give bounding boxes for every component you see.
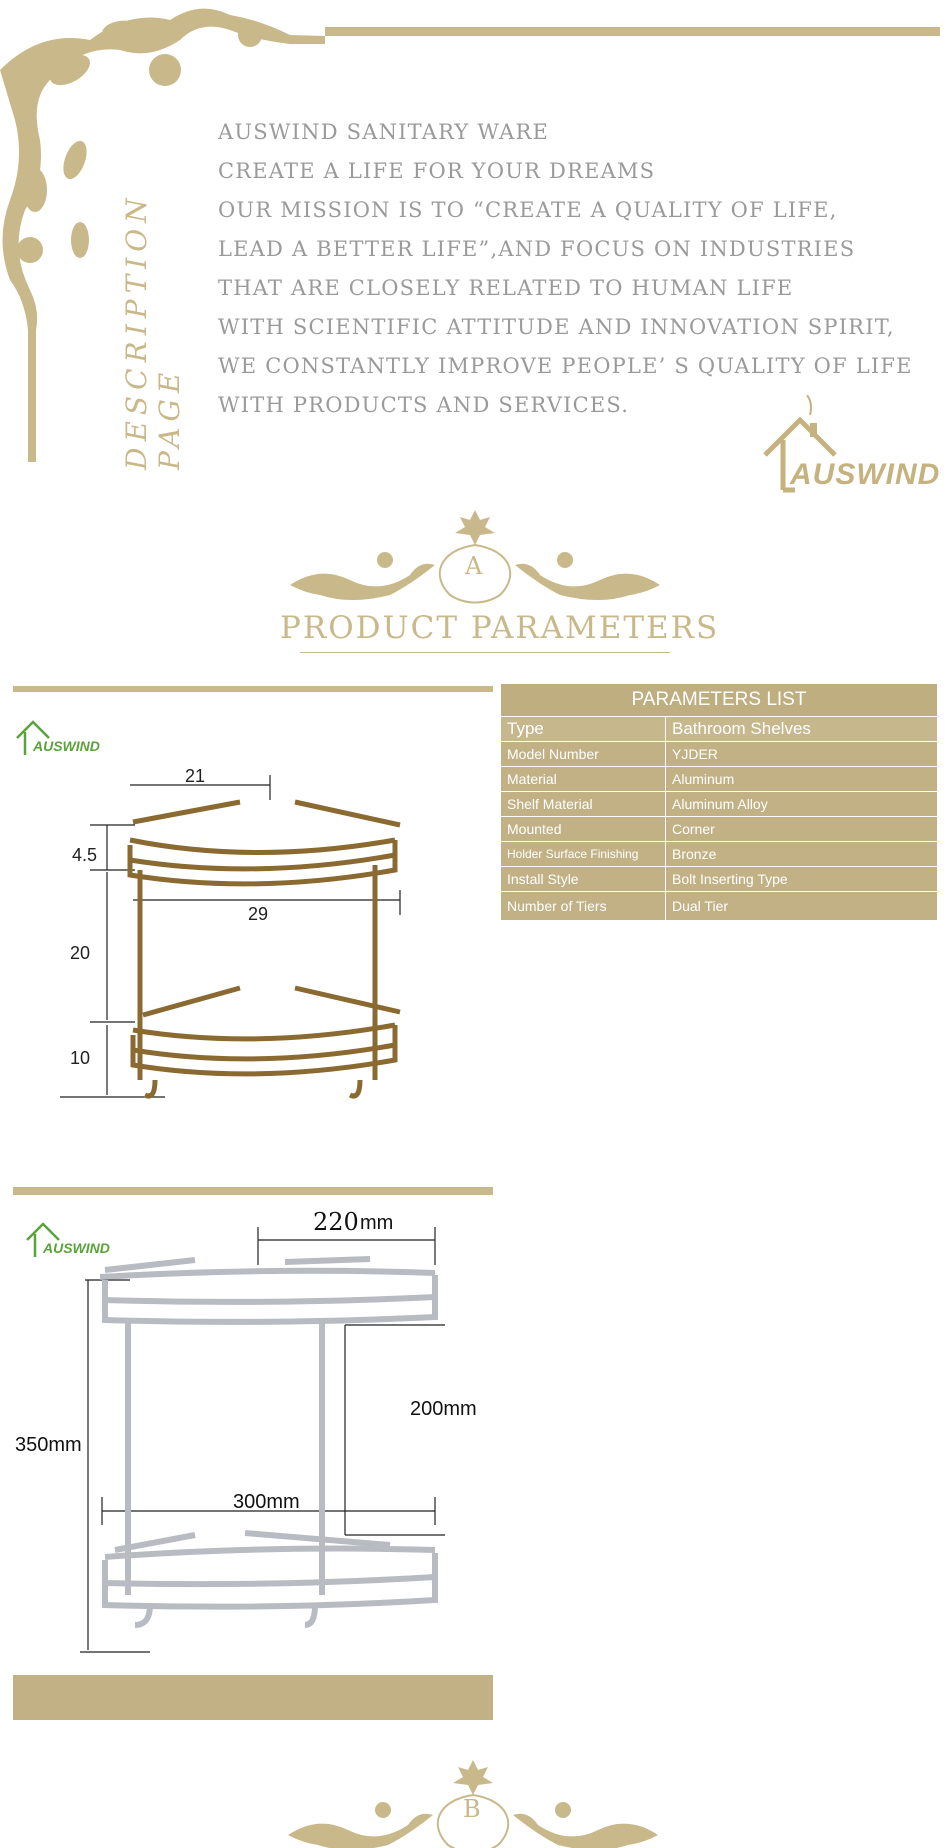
- param-value: Bathroom Shelves: [666, 717, 938, 742]
- dim-mid-width: 29: [248, 904, 269, 924]
- param-key: Material: [501, 767, 666, 792]
- intro-line: WITH PRODUCTS AND SERVICES.: [218, 393, 630, 417]
- param-value: YJDER: [666, 742, 938, 767]
- table-row: [501, 892, 938, 921]
- table-row: [501, 867, 938, 892]
- section-b-letter: B: [463, 1795, 481, 1823]
- param-key: Number of Tiers: [501, 892, 666, 921]
- intro-line: CREATE A LIFE FOR YOUR DREAMS: [218, 159, 656, 183]
- silver-panel-rule: [13, 1187, 493, 1195]
- table-row: [501, 792, 938, 817]
- bronze-shelf-drawing: [55, 750, 415, 1110]
- table-row: [501, 842, 938, 867]
- table-row: [501, 767, 938, 792]
- intro-line: OUR MISSION IS TO “CREATE A QUALITY OF LIFE,: [218, 198, 838, 222]
- dim-top-width-number: 220: [313, 1208, 359, 1236]
- bronze-panel-rule: [13, 686, 493, 692]
- param-key: Shelf Material: [501, 792, 666, 817]
- param-value: Bronze: [666, 842, 938, 867]
- dim-top-height: 4.5: [72, 845, 98, 865]
- silver-shelf-drawing: [70, 1205, 490, 1655]
- dim-top-width: 21: [185, 766, 206, 786]
- dim-middle-height: 20: [70, 943, 91, 963]
- parameters-table: [500, 683, 938, 921]
- dim-total-height: 350mm: [15, 1434, 82, 1456]
- vertical-title-text: DESCRIPTION PAGE: [120, 192, 186, 470]
- param-key: Type: [501, 717, 666, 742]
- table-header-row: [501, 684, 938, 717]
- section-a-letter: A: [465, 552, 483, 580]
- table-row: [501, 717, 938, 742]
- param-value: Corner: [666, 817, 938, 842]
- section-a-title: PRODUCT PARAMETERS: [280, 610, 720, 646]
- dim-bottom-width: 300mm: [233, 1491, 300, 1513]
- vertical-title: [120, 120, 186, 470]
- silver-brand-logo: AUSWIND: [43, 1240, 110, 1256]
- section-a-underline: [300, 652, 670, 653]
- intro-line: LEAD A BETTER LIFE”,AND FOCUS ON INDUSTRIES: [218, 237, 856, 261]
- intro-line: WITH SCIENTIFIC ATTITUDE AND INNOVATION SPIRIT,: [218, 315, 895, 339]
- param-key: Model Number: [501, 742, 666, 767]
- intro-line: AUSWIND SANITARY WARE: [218, 120, 550, 144]
- intro-line: THAT ARE CLOSELY RELATED TO HUMAN LIFE: [218, 276, 794, 300]
- silver-panel-footer-bar: [13, 1675, 493, 1720]
- table-row: [501, 742, 938, 767]
- param-key: Holder Surface Finishing: [501, 842, 666, 867]
- param-key: Install Style: [501, 867, 666, 892]
- bronze-brand-logo: AUSWIND: [33, 738, 100, 754]
- brand-logo-text: AUSWIND: [790, 458, 941, 491]
- intro-line: WE CONSTANTLY IMPROVE PEOPLE’ S QUALITY OF LIFE: [218, 354, 913, 378]
- parameters-title: PARAMETERS LIST: [501, 684, 938, 717]
- dim-gap: 200mm: [410, 1398, 477, 1420]
- table-row: [501, 817, 938, 842]
- dim-top-width-unit: mm: [360, 1212, 394, 1234]
- dim-bottom-height: 10: [70, 1048, 91, 1068]
- top-rule: [325, 27, 940, 36]
- param-value: Aluminum: [666, 767, 938, 792]
- param-key: Mounted: [501, 817, 666, 842]
- param-value: Aluminum Alloy: [666, 792, 938, 817]
- param-value: Dual Tier: [666, 892, 938, 921]
- param-value: Bolt Inserting Type: [666, 867, 938, 892]
